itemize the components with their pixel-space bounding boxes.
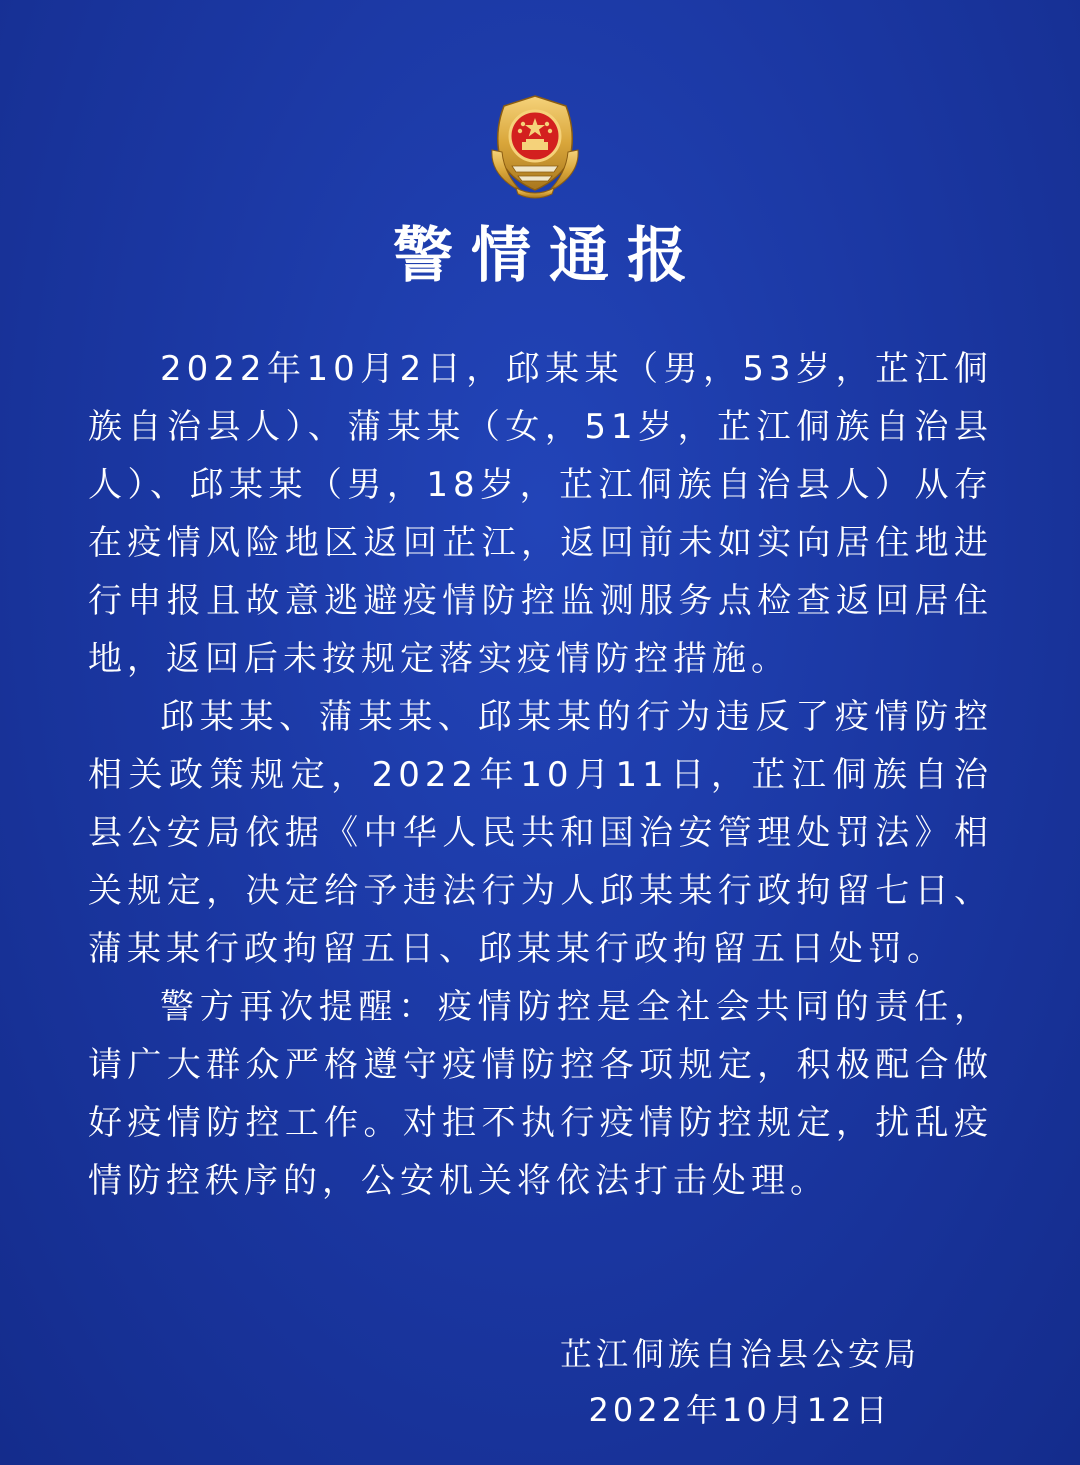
signature-org: 芷江侗族自治县公安局 [559, 1335, 920, 1373]
paragraph-incident: 2022年10月2日，邱某某（男，53岁，芷江侗族自治县人）、蒲某某（女，51岁，芷江侗族自治县人）、邱某某（男，18岁，芷江侗族自治县人）从存在疫情风险地区返回芷江，返回前未如实向居住地进行申报且故意逃避疫情防控监测服务点检查返回居住地，返回后未按规定落实疫情防控措施。 [88, 349, 993, 679]
signature-date: 2022年10月12日 [588, 1391, 892, 1429]
notice-body [88, 340, 993, 1210]
signature-block [520, 1326, 960, 1438]
paragraph-penalty: 邱某某、蒲某某、邱某某的行为违反了疫情防控相关政策规定，2022年10月11日，芷江侗族自治县公安局依据《中华人民共和国治安管理处罚法》相关规定，决定给予违法行为人邱某某行政拘留七日、蒲某某行政拘留五日、邱某某行政拘留五日处罚。 [88, 697, 993, 969]
paragraph-reminder: 警方再次提醒：疫情防控是全社会共同的责任，请广大群众严格遵守疫情防控各项规定，积极配合做好疫情防控工作。对拒不执行疫情防控规定，扰乱疫情防控秩序的，公安机关将依法打击处理。 [88, 987, 993, 1201]
police-badge-emblem-icon [482, 92, 588, 200]
notice-title: 警情通报 [393, 221, 705, 291]
